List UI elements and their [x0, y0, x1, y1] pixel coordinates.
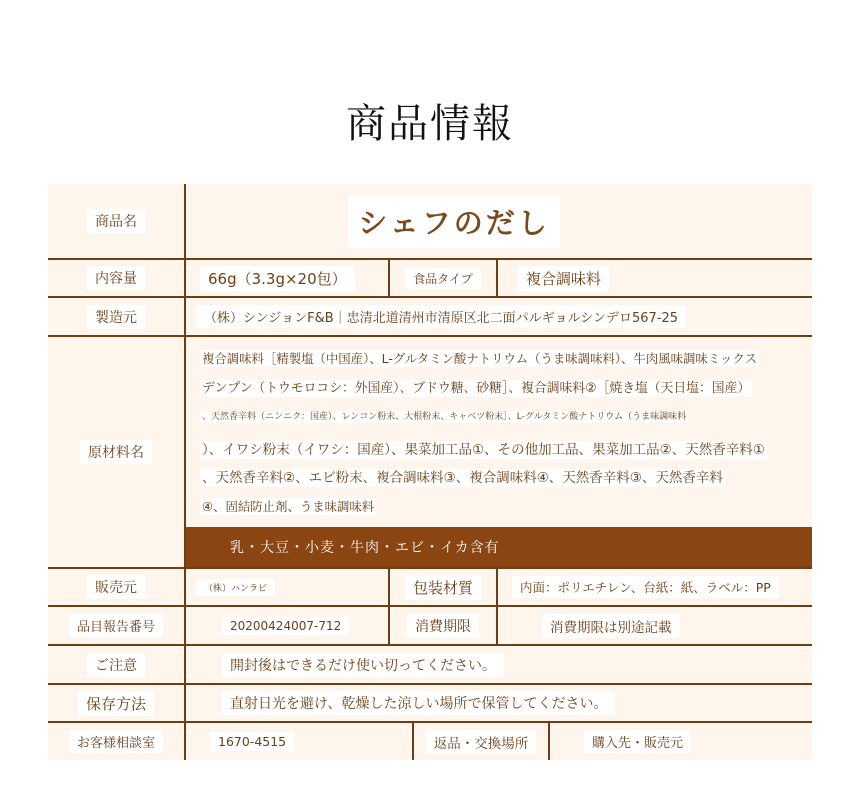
caution-label-cell [48, 646, 184, 683]
seller-label-cell [48, 569, 184, 605]
packaging-label: 包装材質 [405, 575, 481, 600]
ingredients-line: 、天然香辛料（ニンニク：国産）、レンコン粉末、大根粉末、キャベツ粉末］、L-グルタミン酸ナトリウム（うま味調味料 [202, 412, 687, 422]
expiry-value: 消費期限は別途記載 [542, 614, 680, 638]
ingredients-line: ④、固結防止剤、うま味調味料 [202, 499, 375, 514]
ingredients-line: デンプン（トウモロコシ：外国産）、ブドウ糖、砂糖］、複合調味料②［焼き塩（天日塩：国産） [202, 381, 751, 396]
seller-label: 販売元 [87, 575, 145, 599]
storage-label: 保存方法 [78, 691, 154, 716]
return-label: 返品・交換場所 [426, 730, 537, 754]
manufacturer-value: （株）シンジョンF&B｜忠清北道清州市清原区北二面パルギョルシンデロ567-25 [196, 305, 686, 328]
food-type-value: 複合調味料 [518, 266, 609, 291]
return-value-cell [550, 723, 812, 760]
manufacturer-value-cell [186, 298, 812, 335]
caution-value: 開封後はできるだけ使い切ってください。 [222, 653, 504, 677]
packaging-value: 内面：ポリエチレン、台紙：紙、ラベル：PP [512, 576, 779, 598]
product-name-label: 商品名 [87, 209, 145, 233]
expiry-label-cell [390, 607, 496, 644]
storage-label-cell [48, 685, 184, 721]
packaging-label-cell [390, 569, 496, 605]
contact-label: お客様相談室 [69, 730, 163, 753]
content-label: 内容量 [87, 266, 145, 290]
ingredients-label: 原材料名 [80, 440, 152, 464]
ingredients-line: 、天然香辛料②、エビ粉末、複合調味料③、複合調味料④、天然香辛料③、天然香辛料 [202, 470, 723, 486]
report-no-value-cell [186, 607, 388, 644]
contact-value: 1670-4515 [210, 732, 294, 751]
caution-value-cell [186, 646, 812, 683]
food-type-value-cell [498, 260, 812, 296]
ingredients-text [186, 341, 812, 525]
expiry-label: 消費期限 [407, 614, 479, 638]
caution-label: ご注意 [87, 653, 145, 677]
seller-value-cell [186, 569, 388, 605]
ingredients-line: ）、イワシ粉末（イワシ：国産）、果菜加工品①、その他加工品、果菜加工品②、天然香辛料① [202, 442, 765, 458]
packaging-value-cell [498, 569, 812, 605]
seller-value: （株）ハンラビ [196, 579, 275, 596]
report-no-label: 品目報告番号 [69, 614, 163, 637]
contact-value-cell [186, 723, 412, 760]
contact-label-cell [48, 723, 184, 760]
ingredients-label-cell [48, 337, 184, 567]
food-type-label-cell [390, 260, 496, 296]
product-name: シェフのだし [348, 195, 559, 248]
return-value: 購入先・販売元 [584, 730, 691, 753]
content-value-cell [186, 260, 388, 296]
product-name-label-cell [48, 184, 184, 258]
ingredients-line: 複合調味料［精製塩（中国産）、L-グルタミン酸ナトリウム（うま味調味料）、牛肉風味調味ミックス [202, 351, 757, 366]
content-value: 66g（3.3g×20包） [200, 266, 355, 291]
product-info-table [48, 184, 812, 760]
content-label-cell [48, 260, 184, 296]
allergy-banner: 乳・大豆・小麦・牛肉・エビ・イカ含有 [186, 527, 812, 567]
expiry-value-cell [498, 607, 812, 644]
page-title: 商品情報 [346, 101, 514, 147]
product-name-value-cell [186, 184, 812, 258]
manufacturer-label-cell [48, 298, 184, 335]
report-no-value: 20200424007-712 [222, 617, 349, 635]
storage-value: 直射日光を避け、乾燥した涼しい場所で保管してください。 [222, 691, 615, 715]
report-no-label-cell [48, 607, 184, 644]
food-type-label: 食品タイプ [405, 268, 480, 289]
storage-value-cell [186, 685, 812, 721]
manufacturer-label: 製造元 [87, 305, 145, 329]
return-label-cell [414, 723, 548, 760]
